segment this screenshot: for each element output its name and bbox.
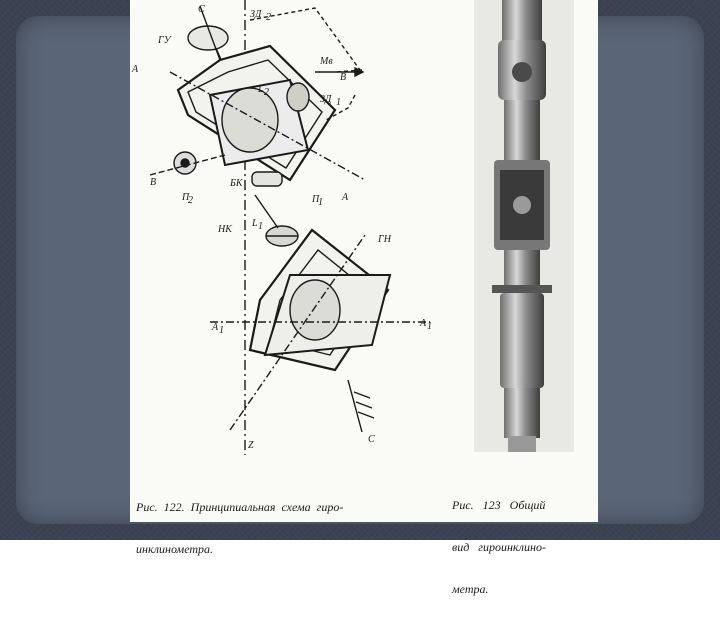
figure-122-caption-line1: Рис. 122. Принципиальная схема гиро- [136,500,344,514]
label-zd1-sub: 1 [336,97,341,108]
label-zd2-sub: 2 [266,12,271,23]
gyroinclinometer-schematic [130,0,460,465]
figure-123-caption-line2: вид гироинклино- [452,540,546,554]
label-a1-right: А [420,318,427,329]
figure-122-caption-line2: инклинометра. [136,542,214,556]
figure-123-caption-line3: метра. [452,582,489,596]
label-l1: L [252,218,258,229]
figure-123-caption [452,470,546,624]
label-a-mid: А [342,192,349,203]
label-p2-sub: 2 [188,195,193,206]
label-c-bottom: С [368,434,375,445]
label-gu: ГУ [158,35,171,46]
label-p1-sub: 1 [318,197,323,208]
label-l2: L [258,84,264,95]
label-mv: Мв [320,56,333,67]
label-p2: П [182,192,190,203]
label-c-top: С [198,4,205,15]
label-bk: БК [230,178,243,189]
label-a-left: А [132,64,139,75]
figure-123-caption-line1: Рис. 123 Общий [452,498,546,512]
label-p1: П [312,194,320,205]
label-l2-sub: 2 [264,87,269,98]
figure-122-caption [136,472,343,584]
label-nk: НК [218,224,232,235]
scanned-page [130,0,598,596]
label-zd1: ЗД [320,94,332,105]
label-gn: ГН [378,234,391,245]
gyroinclinometer-photo [474,0,574,452]
label-zd2: ЗД [250,9,262,20]
label-l1-sub: 1 [258,221,263,232]
label-z-bottom: Z [248,440,254,451]
label-a1-left-sub: 1 [219,325,224,336]
label-a1-left: А [212,322,219,333]
label-a1-right-sub: 1 [427,321,432,332]
label-b-right: В [340,72,347,83]
label-b-left: В [150,177,157,188]
